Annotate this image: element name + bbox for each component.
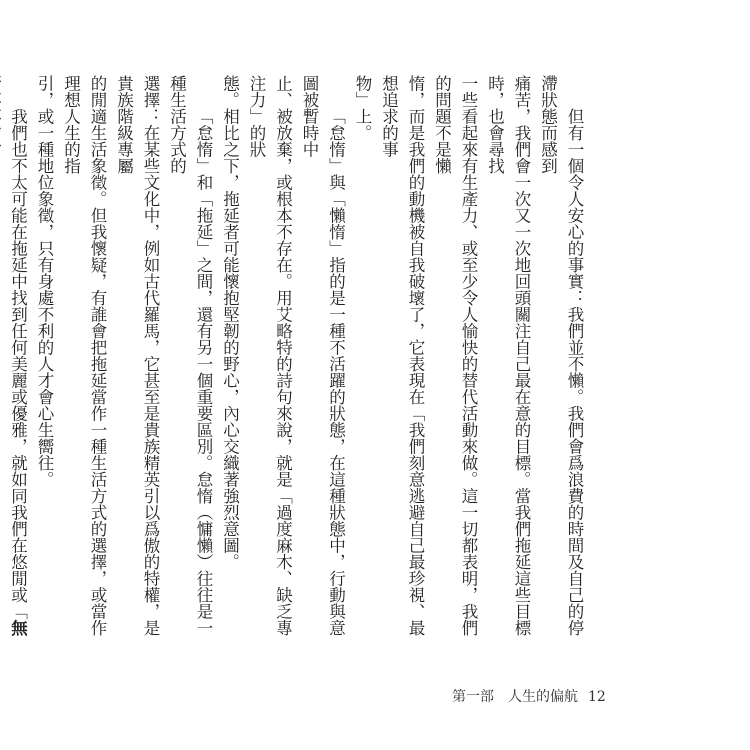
column-4: 惰，而是我們的動機被自我破壞了，它表現在「我們刻意逃避自己最珍視、最想追求的事 [379, 75, 425, 636]
column-2: 痛苦，我們會一次又一次地回頭關注自己最在意的目標。當我們拖延這些目標時，也會尋找 [485, 75, 531, 636]
column-3: 一些看起來有生產力、或至少令人愉快的替代活動來做。這一切都表明，我們的問題不是懶 [432, 75, 478, 636]
page-footer [452, 686, 606, 706]
column-5: 物」上。 [353, 75, 372, 141]
column-13-text: 我們也不太可能在拖延中找到任何美麗或優雅，就如同我們在悠閒或「 [8, 108, 28, 620]
column-6: 「怠惰」與「懶惰」指的是一種不活躍的狀態，在這種狀態中，行動與意圖被暫時中 [300, 75, 346, 636]
column-1: 但有一個令人安心的事實：我們並不懶。我們會爲浪費的時間及自己的停滯狀態而感到 [538, 75, 584, 636]
page-number: 12 [588, 689, 606, 705]
column-10: 選擇：在某些文化中，例如古代羅馬，它甚至是貴族精英引以爲傲的特權，是貴族階級專屬 [114, 75, 160, 636]
column-8: 態。相比之下，拖延者可能懷抱堅韌的野心，內心交織著強烈意圖。 [220, 75, 240, 570]
section-title: 第一部 人生的偏航 [452, 689, 578, 705]
column-7: 止、被放棄，或根本不存在。用艾略特的詩句來說，就是「過度麻木、缺乏專注力」的狀 [247, 75, 293, 636]
vertical-text-body [8, 75, 587, 640]
column-9: 「怠惰」和「拖延」之間，還有另一個重要區別。怠惰（慵懶）往往是一種生活方式的 [167, 75, 213, 636]
column-13 [0, 75, 31, 640]
column-11: 的閒適生活象徵。但我懷疑，有誰會把拖延當作一種生活方式的選擇，或當作理想人生的指 [61, 75, 107, 636]
column-12: 引，或一種地位象徵，只有身處不利的人才會心生嚮往。 [35, 75, 54, 488]
column-13-bold: 無 [8, 619, 28, 636]
